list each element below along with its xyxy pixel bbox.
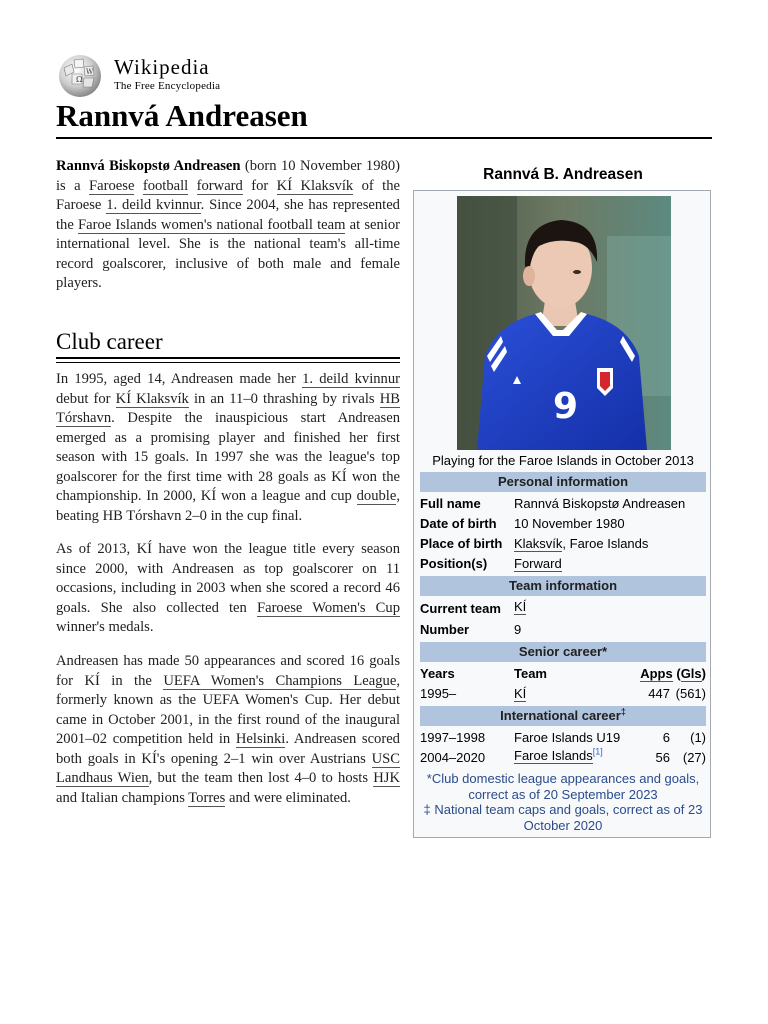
- intl-row-apps: 56: [655, 750, 670, 765]
- column-header-apps-gls: [636, 666, 706, 681]
- section-header-international-career: [420, 706, 706, 726]
- text-run: . Despite the inauspicious start Andreasen emerged as a promising player and finished her first season with 15 goals. In 1997 she was the league's top goalscorer for the first time with 28 goals as KÍ won the championship. In 2000, KÍ won a league and cup: [56, 410, 400, 504]
- infobox: [413, 190, 711, 838]
- text-run: [134, 178, 142, 194]
- svg-text:W: W: [86, 68, 94, 76]
- link-faroese-womens-cup[interactable]: Faroese Women's Cup: [256, 599, 400, 616]
- link-football[interactable]: football: [142, 177, 189, 194]
- link-faroe-islands[interactable]: Faroe Islands: [514, 748, 593, 763]
- link-ki-klaksvik[interactable]: KÍ Klaksvík: [276, 177, 354, 194]
- intl-row-team: [514, 748, 603, 763]
- text-run: , beating HB Tórshavn 2–0 in the cup final.: [56, 488, 400, 524]
- shirt-number: 9: [553, 386, 579, 427]
- text-run: at senior international level. She is the national team's all-time record goalscorer, inclusive of both male and female players.: [56, 216, 400, 291]
- intl-row-years: 2004–2020: [420, 750, 486, 765]
- link-ki[interactable]: KÍ: [514, 686, 527, 701]
- intl-row-years: 1997–1998: [420, 730, 486, 745]
- senior-row-years: 1995–: [420, 686, 457, 701]
- club-paragraph-1: [56, 370, 400, 526]
- text-run: winner's medals.: [56, 619, 154, 635]
- text-run: (born 10 November 1980) is a: [56, 158, 400, 194]
- intl-row-gls: (1): [690, 730, 706, 745]
- reference-link[interactable]: [1]: [592, 746, 603, 757]
- section-divider: [56, 357, 400, 363]
- column-header-team: Team: [514, 666, 547, 681]
- text-run: Andreasen has made 50 appearances and scored 16 goals for KÍ in the: [56, 653, 400, 689]
- section-heading-club-career: Club career: [56, 329, 163, 354]
- text-run: , formerly known as the UEFA Women's Cup. Her debut came in October 2001, in the first round of the inaugural 2001–02 competition held in: [56, 672, 400, 747]
- gls-close-paren: ): [701, 666, 706, 681]
- link-helsinki[interactable]: Helsinki: [235, 731, 286, 747]
- wordmark-title: Wikipedia: [114, 55, 210, 79]
- value-full-name: Rannvá Biskopstø Andreasen: [514, 496, 686, 511]
- link-hjk[interactable]: HJK: [373, 770, 400, 786]
- value-current-team: [514, 599, 526, 614]
- place-of-birth-rest: , Faroe Islands: [562, 536, 649, 551]
- text-run: of the Faroese: [56, 177, 400, 213]
- text-run: debut for: [56, 390, 116, 407]
- international-career-label: International career: [500, 708, 621, 723]
- page-title: Rannvá Andreasen: [56, 98, 308, 133]
- intl-footnote-mark: ‡: [620, 706, 626, 717]
- label-current-team: Current team: [420, 601, 501, 616]
- text-run: and were eliminated.: [225, 789, 351, 806]
- value-number: 9: [514, 622, 522, 637]
- link-forward[interactable]: Forward: [514, 556, 562, 571]
- section-header-senior-career: Senior career*: [420, 642, 706, 662]
- link-gls[interactable]: Gls: [680, 666, 702, 681]
- text-run: , but the team then lost 4–0 to hosts: [148, 770, 374, 786]
- club-paragraph-2: [56, 540, 400, 638]
- text-run: . Andreasen scored both goals in KÍ's opening 2–1 win over Austrians: [56, 731, 400, 767]
- value-place-of-birth: [514, 536, 648, 551]
- text-run: As of 2013, KÍ have won the league title every season since 2000, with Andreasen as top goalscorer on 11 occasions, including in 2003 when she scored a record 46 goals. She also collected ten: [56, 541, 400, 616]
- link-faroese[interactable]: Faroese: [89, 177, 135, 194]
- infobox-title: Rannvá B. Andreasen: [483, 166, 643, 183]
- senior-row-team: [514, 686, 526, 701]
- link-forward[interactable]: forward: [196, 177, 243, 194]
- link-1-deild-kvinnur[interactable]: 1. deild kvinnur: [106, 197, 201, 213]
- intro-paragraph: [56, 157, 400, 294]
- label-full-name: Full name: [420, 496, 481, 511]
- title-divider: [56, 137, 712, 139]
- senior-row-gls: (561): [675, 686, 706, 701]
- link-faroe-womens-national-team[interactable]: Faroe Islands women's national football team: [78, 216, 346, 233]
- club-paragraph-3: [56, 652, 400, 808]
- text-run: and Italian champions: [56, 789, 189, 806]
- wikipedia-wordmark[interactable]: [114, 56, 220, 93]
- section-header-team-information: Team information: [420, 576, 706, 596]
- link-double[interactable]: double: [356, 488, 397, 504]
- intl-row-apps: 6: [662, 730, 670, 745]
- link-klaksvik[interactable]: Klaksvík: [514, 536, 563, 551]
- text-run: In 1995, aged 14, Andreasen made her: [56, 371, 303, 387]
- label-number: Number: [420, 622, 470, 637]
- svg-text:Ω: Ω: [76, 75, 83, 84]
- section-header-personal-information: Personal information: [420, 472, 706, 492]
- intl-row-gls: (27): [682, 750, 706, 765]
- photo-caption: Playing for the Faroe Islands in October 2013: [432, 453, 694, 468]
- wordmark-tagline: The Free Encyclopedia: [114, 80, 221, 92]
- intl-row-team: Faroe Islands U19: [514, 730, 621, 745]
- label-place-of-birth: Place of birth: [420, 536, 503, 551]
- senior-row-apps: 447: [648, 686, 670, 701]
- text-run: in an 11–0 thrashing by rivals: [188, 390, 380, 407]
- label-date-of-birth: Date of birth: [420, 516, 497, 531]
- text-run: for: [242, 177, 277, 194]
- subject-name: Rannvá Biskopstø Andreasen: [56, 158, 241, 174]
- text-run: . Since 2004, she has represented the: [56, 197, 400, 233]
- footnote-national-stats: ‡ National team caps and goals, correct as of 23 October 2020: [423, 802, 703, 833]
- link-ki-klaksvik[interactable]: KÍ Klaksvík: [115, 390, 189, 407]
- player-photo[interactable]: [457, 196, 671, 450]
- value-position: [514, 556, 562, 571]
- link-apps[interactable]: Apps: [640, 666, 673, 681]
- gls-open-paren: (: [676, 666, 681, 681]
- link-ki[interactable]: KÍ: [514, 599, 527, 614]
- label-positions: Position(s): [420, 556, 488, 571]
- link-usc-landhaus-wien[interactable]: USC Landhaus Wien: [56, 750, 400, 786]
- link-hb-torshavn[interactable]: HB Tórshavn: [56, 390, 400, 426]
- link-1-deild-kvinnur[interactable]: 1. deild kvinnur: [302, 371, 400, 387]
- footnote-club-stats: *Club domestic league appearances and goals, correct as of 20 September 2023: [426, 771, 700, 802]
- column-header-years: Years: [420, 666, 455, 681]
- link-uefa-womens-champions-league[interactable]: UEFA Women's Champions League: [163, 672, 397, 689]
- value-date-of-birth: 10 November 1980: [514, 516, 625, 531]
- link-torres[interactable]: Torres: [188, 789, 226, 806]
- wikipedia-globe-logo[interactable]: [56, 54, 104, 98]
- text-run: [188, 178, 196, 194]
